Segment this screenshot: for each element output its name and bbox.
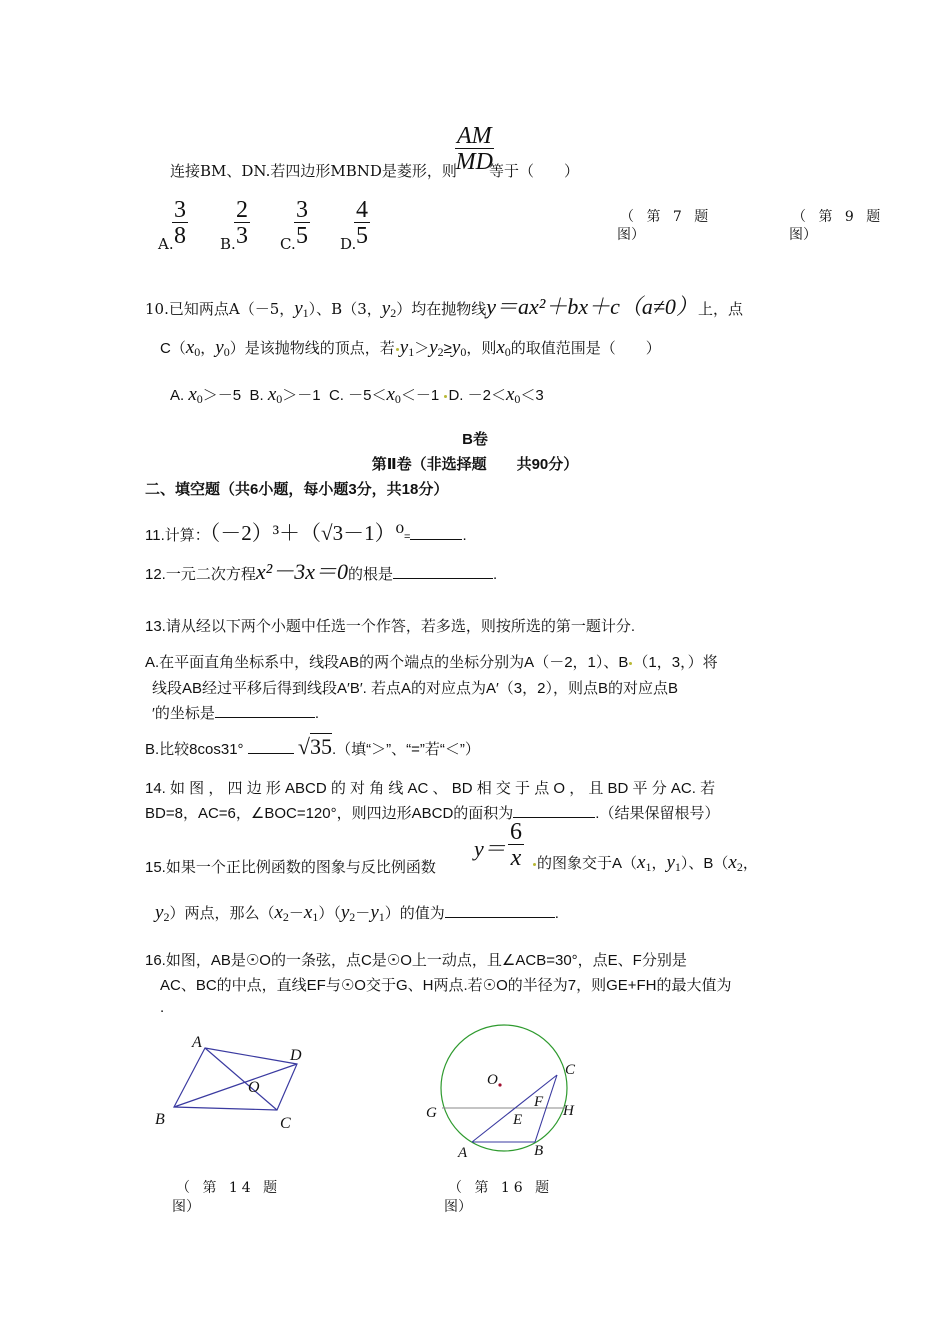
label-b: B [155, 1111, 165, 1128]
label-f: F [534, 1094, 544, 1110]
q15-line1: 15.如果一个正比例函数的图象与反比例函数 [145, 859, 436, 876]
q13-a-line1: A.在平面直角坐标系中，线段AB的两个端点的坐标分别为A（－2，1）、B （1，3，）将 [145, 654, 718, 671]
q9-option-c: $\frac{3}{5}$ [296, 197, 308, 249]
circle-o [441, 1025, 567, 1151]
q15-fraction: $\frac{6}{x}$ [510, 819, 522, 871]
figure-14 [140, 1025, 340, 1135]
q9-option-b: $\frac{2}{3}$ [236, 197, 248, 249]
label-a: A [458, 1145, 468, 1161]
caption-fig7-tail: 图） [617, 227, 645, 243]
q12: 12.一元二次方程x²－3x＝0的根是 . [145, 559, 498, 584]
part-b-subtitle: 第Ⅱ卷（非选择题 共90分） [371, 456, 579, 473]
q13-b: B.比较8cos31° √35.（填“＞”、“=”若“＜”） [145, 734, 480, 759]
caption-fig14: （ 第 14 题 [176, 1180, 282, 1196]
label-a: A [192, 1034, 202, 1051]
diagonal-ac [205, 1048, 277, 1110]
q10-options: A. $x_0>-5$ B. $x_0>-1$ C. $-5<x_0<-1$ D. $-2<x_0<3$ [170, 384, 544, 406]
label-g: G [426, 1105, 437, 1121]
label-e: E [513, 1112, 523, 1128]
caption-fig14-tail: 图） [172, 1199, 200, 1215]
center-dot [498, 1083, 501, 1086]
q13-intro: 13.请从经以下两个小题中任选一个作答，若多选，则按所选的第一题计分. [145, 618, 636, 635]
q9-option-c-label: C. [280, 235, 296, 253]
q15-line1-tail: 的图象交于$A(x_1$，$y_1$）、$B(x_2$， [532, 852, 758, 875]
figure-16 [420, 1020, 590, 1170]
fraction-am-md: $\frac{AM}{MD}$ [455, 123, 493, 175]
section-2-heading: 二、填空题（共6小题，每小题3分，共18分） [145, 481, 449, 498]
q16-line1: 16.如图，AB是☉O的一条弦，点C是☉O上一动点，且∠ACB=30°，点E、F分别是 [145, 952, 687, 969]
q15-line2: $y_2$）两点，那么$(x_2-x_1)(y_2-y_1)$的值为 . [155, 902, 559, 924]
label-o: O [248, 1079, 260, 1096]
diagonal-bd [174, 1064, 297, 1107]
q9-option-d-label: D. [340, 235, 357, 253]
q14-line1: 14. 如 图 ， 四 边 形 ABCD 的 对 角 线 AC 、 BD 相 交 于 点 O ， 且 BD 平 分 AC. 若 [145, 780, 716, 797]
q15-y-eq: y＝ [474, 836, 506, 861]
q13-a-line2: 线段AB经过平移后得到线段A′B′. 若点A的对应点为A′（3，2），则点B的对应点B [152, 680, 678, 697]
q16-line2: AC、BC的中点，直线EF与☉O交于G、H两点.若☉O的半径为7，则GE+FH的最大值为 [160, 977, 732, 994]
caption-fig9-tail: 图） [789, 227, 817, 243]
label-b: B [534, 1143, 544, 1159]
caption-fig7: （ 第 7 题 [620, 209, 713, 225]
caption-fig16-tail: 图） [444, 1199, 472, 1215]
label-c: C [280, 1115, 291, 1132]
q10-line2: $C(x_0$，$y_0$）是该抛物线的顶点，若 $y_1>y_2\ge y_0$，则$x_0$的取值范围是（ ） [160, 337, 661, 359]
q9-option-a: $\frac{3}{8}$ [174, 197, 186, 249]
label-h: H [563, 1103, 574, 1119]
q9-option-a-label: A. [158, 235, 174, 253]
q11: 11.计算：（－2）³＋（√3－1）⁰= . [145, 521, 467, 545]
q9-text-b: 等于（ ） [489, 162, 580, 180]
part-b-title: B卷 [462, 431, 488, 448]
q9-option-b-label: B. [220, 235, 236, 253]
q16-line3: . [160, 999, 165, 1016]
q9-text-a: 连接BM、DN.若四边形MBND是菱形，则 [170, 162, 457, 180]
label-c: C [565, 1062, 576, 1078]
label-o: O [487, 1072, 498, 1088]
q12-equation: x²－3x＝0 [255, 559, 348, 584]
parabola-formula: y＝ax²＋bx＋c（a≠0） [486, 294, 698, 319]
label-d: D [290, 1047, 302, 1064]
caption-fig9: （ 第 9 题 [792, 209, 885, 225]
q14-line2: BD=8，AC=6，∠BOC=120°，则四边形ABCD的面积为 .（结果保留根号） [145, 805, 720, 822]
q13-a-line3: ′的坐标是 . [152, 705, 319, 722]
caption-fig16: （ 第 16 题 [448, 1180, 554, 1196]
q10-line1: 10.已知两点A（－5，$y_1$）、B（3，$y_2$）均在抛物线y＝ax²＋bx＋c（a≠0）上，点 [145, 294, 743, 320]
q11-expression: （－2）³＋（√3－1）⁰ [209, 521, 404, 545]
q9-option-d: $\frac{4}{5}$ [356, 197, 368, 249]
